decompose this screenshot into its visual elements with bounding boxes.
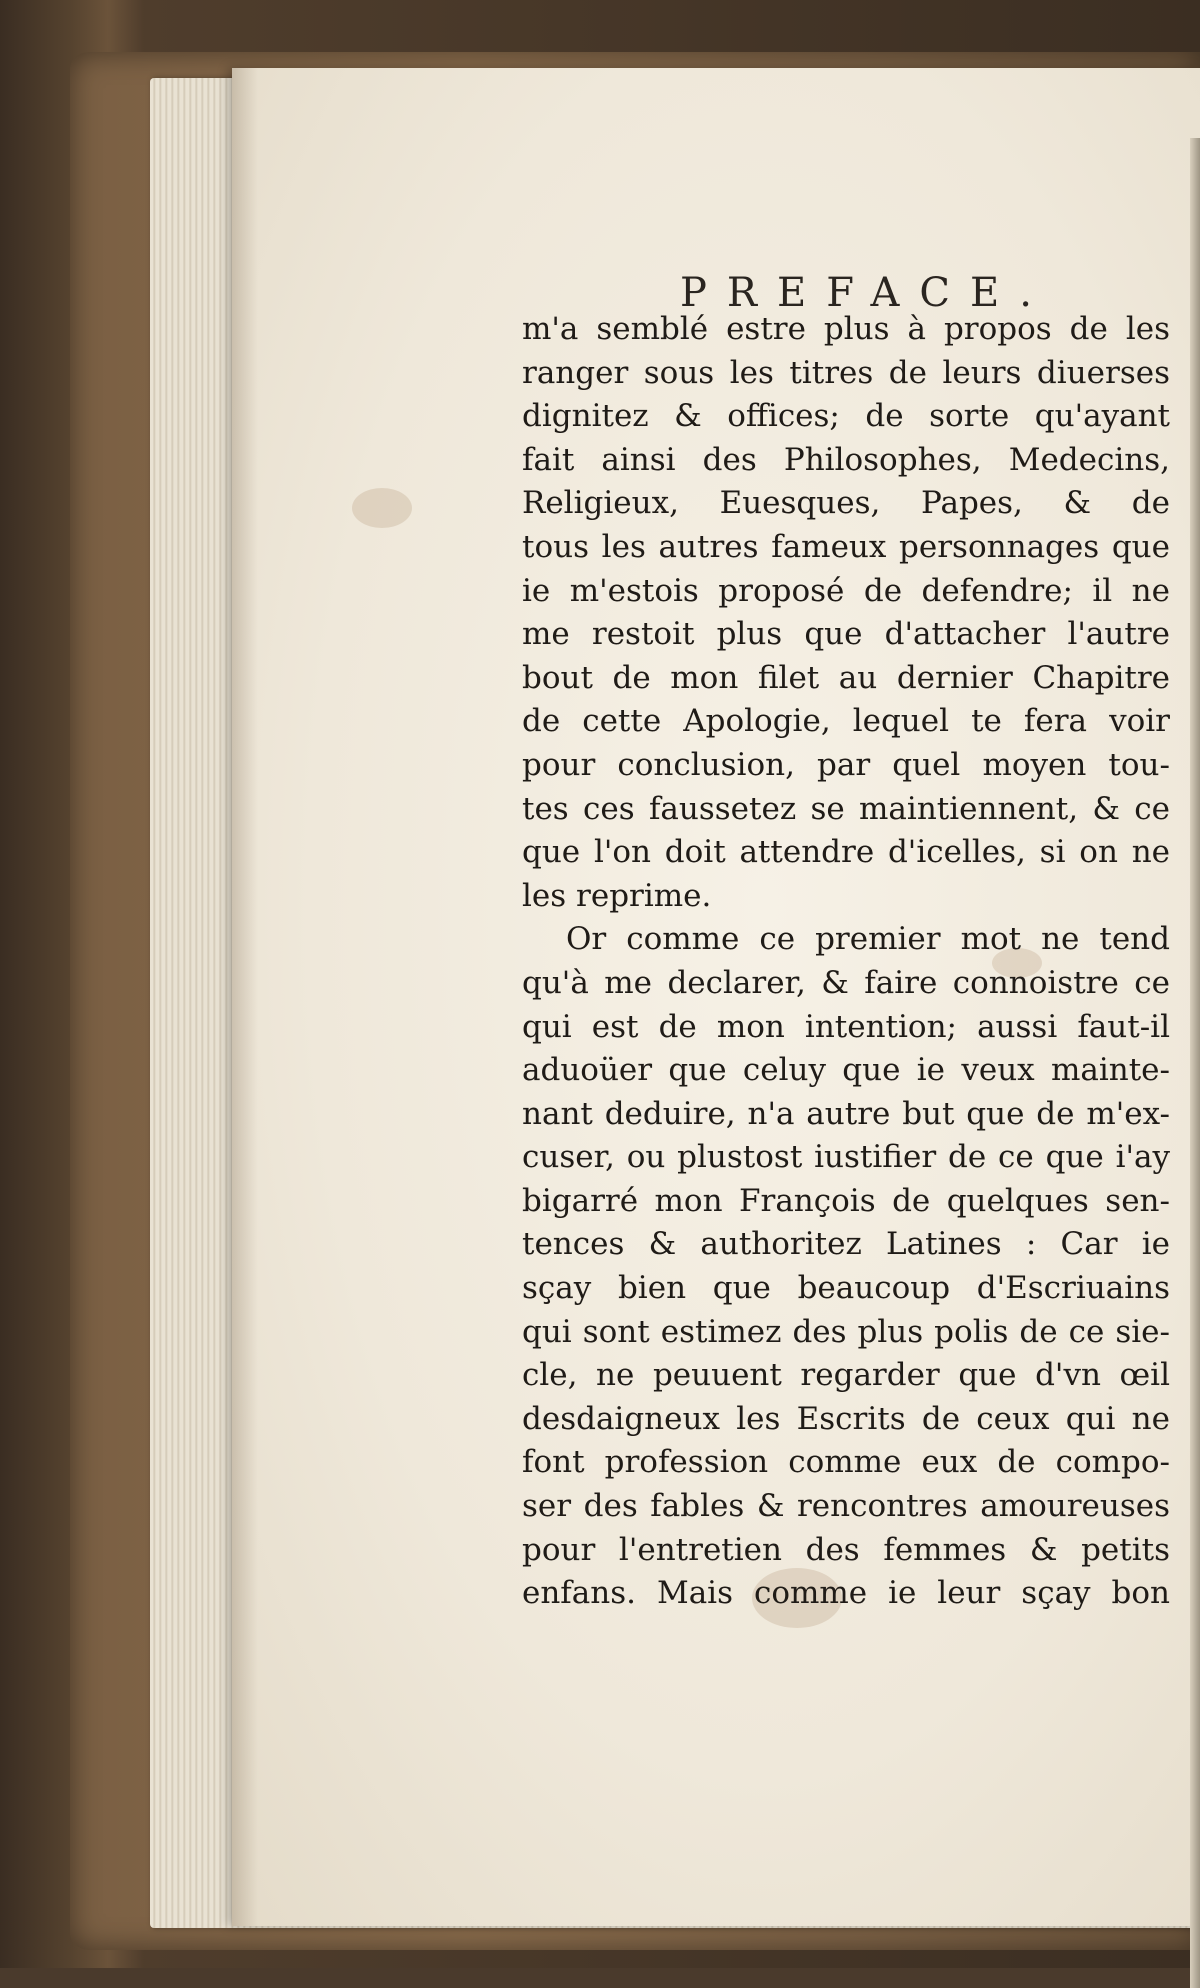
text-line: de cette Apologie, lequel te fera voir: [522, 703, 1170, 740]
text-line: ranger sous les titres de leurs diuerses: [522, 354, 1170, 391]
text-line: ie m'estois proposé de defendre; il ne: [522, 572, 1170, 609]
text-line: font profession comme eux de compo-: [522, 1444, 1170, 1481]
text-line: m'a semblé estre plus à propos de les: [522, 311, 1170, 347]
text-line: fait ainsi des Philosophes, Medecins,: [522, 441, 1170, 478]
text-line: aduoüer que celuy que ie veux mainte-: [522, 1052, 1170, 1089]
text-line: Religieux, Euesques, Papes, & de: [522, 485, 1170, 522]
text-line: nant deduire, n'a autre but que de m'ex-: [522, 1095, 1170, 1132]
body-text: [522, 308, 1170, 1616]
text-line: tous les autres fameux personnages que: [522, 528, 1170, 565]
text-line: cuser, ou plustost iustifier de ce que i'ay: [522, 1139, 1170, 1176]
text-line: bigarré mon François de quelques sen-: [522, 1182, 1170, 1219]
text-line: bout de mon filet au dernier Chapitre: [522, 659, 1170, 696]
text-line: pour conclusion, par quel moyen tou-: [522, 746, 1170, 783]
text-line: qui sont estimez des plus polis de ce sie-: [522, 1313, 1170, 1350]
text-line: tences & authoritez Latines : Car ie: [522, 1226, 1170, 1263]
foxing-stain: [352, 488, 412, 528]
text-line: sçay bien que beaucoup d'Escriuains: [522, 1270, 1170, 1307]
text-line: me restoit plus que d'attacher l'autre: [522, 616, 1170, 653]
text-line: qu'à me declarer, & faire connoistre ce: [522, 964, 1170, 1001]
page-fold-edge: [1190, 138, 1200, 1988]
text-line: dignitez & offices; de sorte qu'ayant: [522, 398, 1170, 435]
text-line: desdaigneux les Escrits de ceux qui ne: [522, 1400, 1170, 1437]
text-line: que l'on doit attendre d'icelles, si on ne: [522, 834, 1170, 871]
running-head: PREFACE.: [680, 270, 1052, 316]
text-line: enfans. Mais comme ie leur sçay bon: [522, 1575, 1170, 1612]
text-line: Or comme ce premier mot ne tend: [566, 921, 1170, 958]
text-line: les reprime.: [522, 877, 712, 914]
text-line: cle, ne peuuent regarder que d'vn œil: [522, 1357, 1170, 1394]
text-line: pour l'entretien des femmes & petits: [522, 1531, 1170, 1568]
text-line: ser des fables & rencontres amoureuses: [522, 1488, 1170, 1525]
text-line: tes ces faussetez se maintiennent, & ce: [522, 790, 1170, 827]
text-line: qui est de mon intention; aussi faut-il: [522, 1008, 1170, 1045]
